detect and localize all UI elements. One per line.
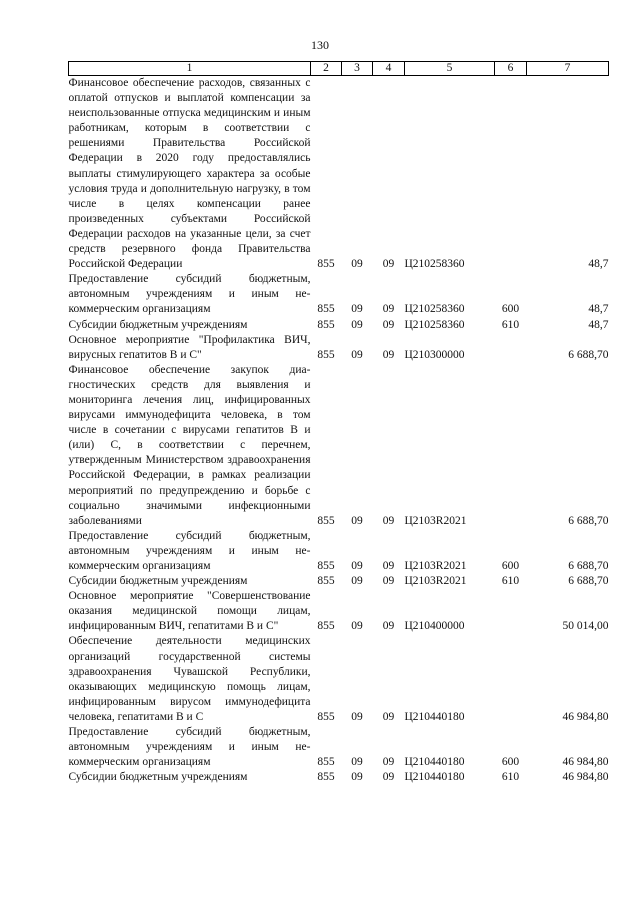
amount: 48,7 [588, 318, 609, 331]
section-code: 09 [351, 710, 363, 723]
ministry-code: 855 [317, 575, 335, 588]
amount: 6 688,70 [568, 575, 609, 588]
subsection-code: 09 [382, 575, 395, 588]
subsection-code: 09 [382, 514, 395, 527]
ministry-code: 855 [317, 771, 335, 784]
expense-type-code [495, 634, 527, 725]
column-header-4: 4 [373, 62, 405, 76]
expense-type-code [495, 363, 527, 529]
amount: 6 688,70 [568, 348, 609, 361]
column-header-3: 3 [342, 62, 373, 76]
target-article-code: Ц210300000 [404, 348, 465, 361]
expense-type-code: 600 [501, 756, 520, 769]
ministry-code: 855 [317, 756, 335, 769]
section-code: 09 [351, 756, 363, 769]
amount: 46 984,80 [562, 710, 609, 723]
expense-type-code [495, 333, 527, 363]
section-code: 09 [351, 514, 363, 527]
ministry-code: 855 [317, 303, 335, 316]
row-name: Основное мероприятие "Профилактика ВИЧ, вирусных гепатитов В и С" [68, 333, 311, 361]
ministry-code: 855 [317, 348, 335, 361]
amount: 48,7 [588, 303, 609, 316]
target-article-code: Ц2103R2021 [404, 575, 467, 588]
amount: 50 014,00 [562, 620, 609, 633]
subsection-code: 09 [382, 318, 395, 331]
subsection-code: 09 [382, 560, 395, 572]
row-name: Субсидии бюджетным учреждениям [68, 771, 248, 784]
amount: 6 688,70 [568, 560, 609, 572]
amount: 48,7 [588, 258, 609, 271]
table-row [69, 725, 609, 770]
column-header-6: 6 [495, 62, 527, 76]
table-row [69, 634, 609, 725]
amount: 6 688,70 [568, 514, 609, 527]
expense-type-code: 610 [501, 575, 520, 588]
subsection-code: 09 [382, 710, 395, 723]
row-name: Субсидии бюджетным учреждениям [68, 318, 248, 331]
table-row [69, 272, 609, 317]
table-row [69, 589, 609, 634]
target-article-code: Ц210440180 [404, 756, 465, 769]
target-article-code: Ц210400000 [404, 620, 465, 633]
expense-type-code: 600 [501, 303, 520, 316]
expense-type-code: 600 [501, 560, 520, 572]
row-name: Финансовое обеспечение расходов, связанных с оплатой отпусков и выплатой компенсации за неиспользованные отпуска медицинским и иным работникам, которым в соответствии с решениями Правительства Российской Федерации в 2020 году предоставлялись выплаты стимулирующего характера за особые условия труда и дополнительную нагрузку, в том числе в целях компенсации ранее произведенных субъектами Российской Федерации расходов на указанные цели, за счет средств резервного фонда Правительства Российской Федерации [68, 77, 311, 271]
page-number: 130 [311, 38, 329, 52]
section-code: 09 [351, 560, 363, 572]
table-row [69, 333, 609, 363]
expense-type-code: 610 [501, 318, 520, 331]
column-header-1: 1 [69, 62, 311, 76]
subsection-code: 09 [382, 303, 395, 316]
target-article-code: Ц210258360 [404, 318, 465, 331]
column-header-2: 2 [311, 62, 342, 76]
header-row [69, 62, 609, 76]
ministry-code: 855 [317, 560, 335, 572]
target-article-code: Ц2103R2021 [404, 514, 467, 527]
subsection-code: 09 [382, 771, 395, 784]
subsection-code: 09 [382, 258, 395, 271]
table-row [69, 574, 609, 589]
expense-type-code [495, 76, 527, 273]
subsection-code: 09 [382, 620, 395, 633]
column-header-7: 7 [527, 62, 609, 76]
ministry-code: 855 [317, 514, 335, 527]
row-name: Основное мероприятие "Совершенствование оказания медицинской помощи лицам, инфицированным ВИЧ, гепатитами В и С" [68, 590, 311, 633]
table-row [69, 770, 609, 785]
section-code: 09 [351, 303, 363, 316]
section-code: 09 [351, 620, 363, 633]
amount: 46 984,80 [562, 756, 609, 769]
table-body [69, 76, 609, 786]
column-header-5: 5 [405, 62, 495, 76]
ministry-code: 855 [317, 620, 335, 633]
section-code: 09 [351, 771, 363, 784]
table-header [69, 62, 609, 76]
target-article-code: Ц210258360 [404, 303, 465, 316]
section-code: 09 [351, 348, 363, 361]
section-code: 09 [351, 258, 363, 271]
table-row [69, 363, 609, 529]
budget-table [68, 61, 609, 785]
target-article-code: Ц210258360 [404, 258, 465, 271]
table-row [69, 529, 609, 574]
row-name: Обеспечение деятельности медицинских организаций государственной системы здравоохранения Чувашской Республики, оказывающих медицинскую помощь лицам, инфицированным вирусом иммунодефицита человека, гепатитами В и С [68, 635, 311, 723]
row-name: Предоставление субсидий бюджетным, автономным учреждениям и иным некоммерческим организациям [68, 726, 311, 769]
row-name: Субсидии бюджетным учреждениям [68, 575, 248, 588]
subsection-code: 09 [382, 756, 395, 769]
target-article-code: Ц210440180 [404, 771, 465, 784]
ministry-code: 855 [317, 318, 335, 331]
table-row [69, 76, 609, 273]
section-code: 09 [351, 318, 363, 331]
expense-type-code [495, 589, 527, 634]
target-article-code: Ц210440180 [404, 710, 465, 723]
table-row [69, 318, 609, 333]
section-code: 09 [351, 575, 363, 588]
target-article-code: Ц2103R2021 [404, 560, 467, 572]
row-name: Финансовое обеспечение закупок диагностических средств для выявления и мониторинга лечения лиц, инфицированных вирусами иммунодефицита человека, в том числе в сочетании с вирусами гепатитов В и (или) С, в соответствии с перечнем, утвержденным Министерством здравоохранения Российской Федерации, в рамках реализации мероприятий по предупреждению и борьбе с социально значимыми инфекционными заболеваниями [68, 363, 311, 527]
subsection-code: 09 [382, 348, 395, 361]
row-name: Предоставление субсидий бюджетным, автономным учреждениям и иным некоммерческим организациям [68, 529, 311, 572]
amount: 46 984,80 [562, 771, 609, 784]
ministry-code: 855 [317, 710, 335, 723]
ministry-code: 855 [317, 258, 335, 271]
row-name: Предоставление субсидий бюджетным, автономным учреждениям и иным некоммерческим организациям [68, 273, 311, 316]
expense-type-code: 610 [501, 771, 520, 784]
